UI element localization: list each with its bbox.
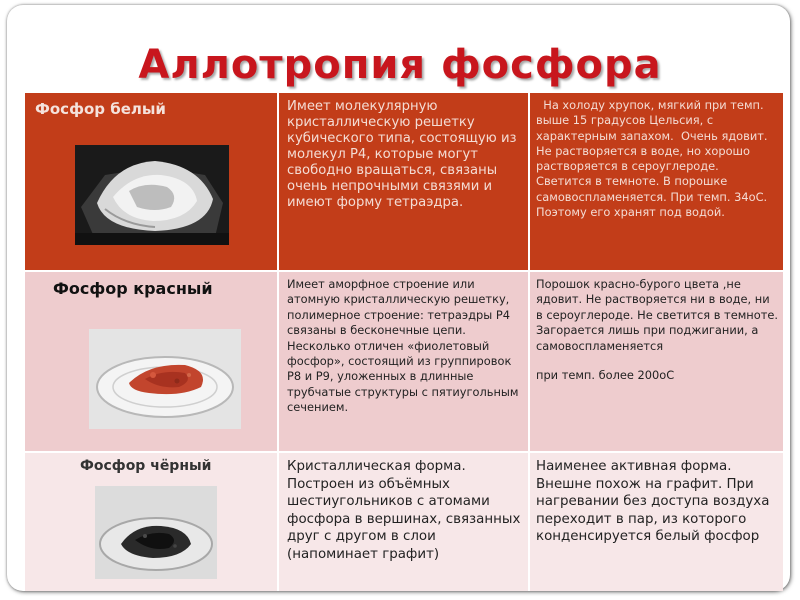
slide-title: Аллотропия фосфора <box>138 42 662 88</box>
red-phosphorus-structure: Имеет аморфное строение или атомную кристаллическую решетку, полимерное строение: тетраэдры Р4 связаны в бесконечные цепи. Несколько отличен «фиолетовый фосфор», состоящий из группировок Р8 и Р9, уложенных в длинные трубчатые структуры с пятиугольным сечением. <box>287 277 519 415</box>
red-phosphorus-photo <box>89 329 241 429</box>
column-divider <box>528 93 530 591</box>
white-phosphorus-properties: На холоду хрупок, мягкий при темп. выше 15 градусов Цельсия, с характерным запахом. Очень ядовит. Не растворяется в воде, но хорошо растворяется в сероуглероде. Светится в темноте. В порошке самовоспламеняется. При темп. 34оС. Поэтому его хранят под водой. <box>536 98 772 220</box>
black-phosphorus-structure: Кристаллическая форма. Построен из объёмных шестиугольников с атомами фосфора в вершинах, связанных друг с другом в слои (напоминает графит) <box>287 459 521 562</box>
row-divider <box>25 451 783 453</box>
red-phosphorus-name: Фосфор красный <box>53 279 213 298</box>
phosphorus-table <box>25 93 783 591</box>
white-phosphorus-structure: Имеет молекулярную кристаллическую решетку кубического типа, состоящую из молекул Р4, которые могут свободно вращаться, связаны очень непрочными связями и имеют форму тетраэдра. <box>287 99 517 210</box>
white-phosphorus-name: Фосфор белый <box>35 100 166 118</box>
white-phosphorus-photo <box>75 145 229 245</box>
row-divider <box>25 270 783 272</box>
column-divider <box>277 93 279 591</box>
black-phosphorus-properties: Наименее активная форма. Внешне похож на графит. При нагревании без доступа воздуха переходит в пар, из которого конденсируется белый фосфор <box>536 459 770 544</box>
red-phosphorus-properties-extra: при темп. более 200оС <box>536 368 675 382</box>
black-phosphorus-photo <box>95 486 217 579</box>
black-phosphorus-name: Фосфор чёрный <box>80 458 212 474</box>
red-phosphorus-properties: Порошок красно-бурого цвета ,не ядовит. Не растворяется ни в воде, ни в сероуглероде. Не светится в темноте. Загорается лишь при поджигании, а самовоспламеняется <box>536 277 778 353</box>
